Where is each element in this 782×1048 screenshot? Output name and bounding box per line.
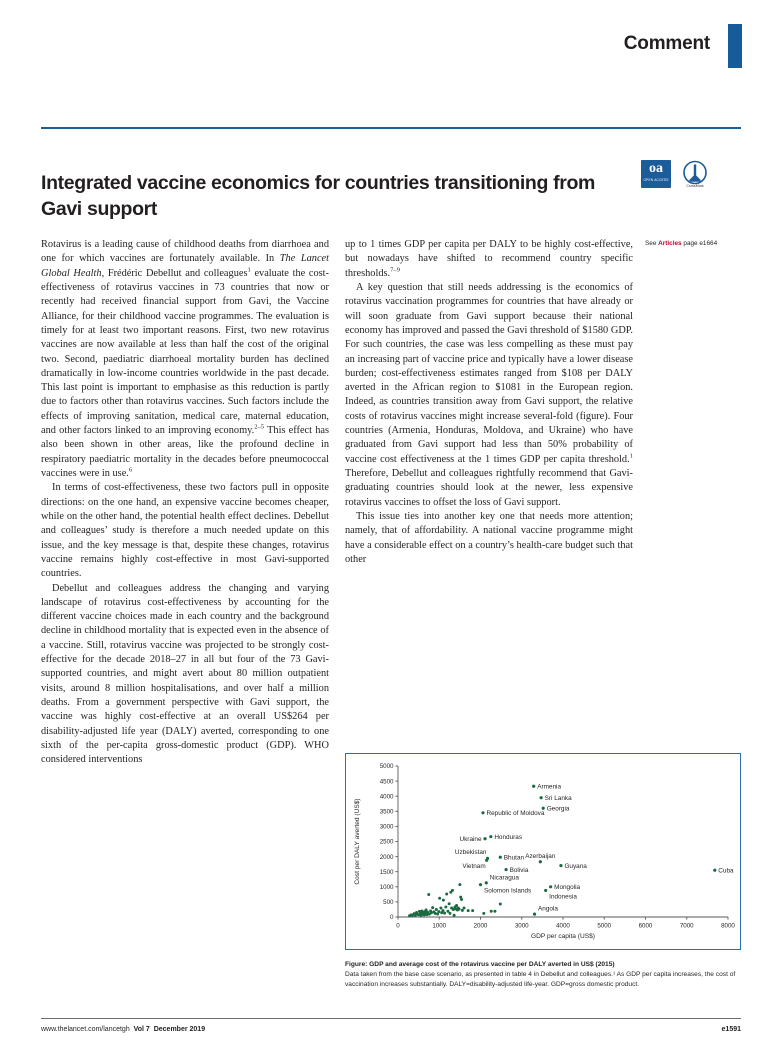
data-point-label: Bhutan [503,854,525,862]
crossmark-label: CrossMark [686,184,704,188]
data-point-label: Mongolia [554,884,581,891]
y-tick-label: 1000 [379,884,394,891]
masthead [0,0,782,112]
y-tick-label: 0 [390,914,394,922]
data-point [713,869,716,872]
data-point [431,906,434,909]
oa-badge-main-label: oa [649,161,663,176]
data-point [445,893,448,896]
x-tick-label: 7000 [679,922,694,930]
open-access-icon[interactable] [641,160,671,188]
data-point [448,912,451,915]
data-point [463,906,466,909]
data-point-label: Armenia [537,783,562,791]
y-tick-label: 3500 [379,808,394,816]
data-point [483,837,486,840]
data-point-label: Angola [538,905,558,913]
badge-group [641,160,713,190]
data-point [479,883,482,886]
footer-page-number: e1591 [721,1026,741,1033]
data-point [485,881,488,884]
data-point [453,914,456,917]
data-point-label: Solomon Islands [484,887,532,895]
y-tick-label: 5000 [379,763,394,771]
data-point [540,796,543,799]
data-point-label: Sri Lanka [544,794,572,802]
x-axis-label: GDP per capita (US$) [530,933,596,940]
crossmark-icon[interactable] [677,160,713,192]
data-point [451,889,454,892]
data-point [442,899,445,902]
data-point-label: Republic of Moldova [486,810,545,818]
data-point [532,785,535,788]
data-point [471,909,474,912]
see-articles-link[interactable]: Articles [658,240,682,247]
data-point [504,868,507,871]
footer-volume: Vol 7 [133,1026,150,1033]
data-point [539,860,542,863]
body-paragraph: up to 1 times GDP per capita per DALY to be highly cost-effective, but nowadays have shifted to recommend country specific thresholds.$^{7-9}$ [345,239,633,279]
data-point-label: Indonesia [549,893,577,901]
data-point-label: Azerbaijan [525,853,556,861]
data-point [533,913,536,916]
footer-url[interactable]: www.thelancet.com/lancetgh [41,1026,130,1033]
see-articles-note [645,239,755,248]
data-point-label: Georgia [546,805,570,813]
masthead-accent-bar [728,24,742,68]
see-articles-prefix: See [645,240,659,247]
data-point [435,908,438,911]
data-point [448,902,451,905]
x-tick-label: 1000 [432,922,447,930]
data-point-label: Ukraine [459,835,482,843]
y-tick-label: 1500 [379,868,394,876]
data-point [438,897,441,900]
data-point [443,912,446,915]
data-point [482,912,485,915]
data-point-label: Uzbekistan [454,848,487,856]
data-point [481,811,484,814]
data-point [485,859,488,862]
data-point [490,910,493,913]
footer-rule [41,1018,741,1019]
body-paragraph: This issue ties into another key one that needs more attention; namely, that of affordability. A national vaccine programme might have a considerable effect on a country’s health-care budget such that other [345,510,633,565]
body-paragraph: In terms of cost-effectiveness, these two factors pull in opposite directions: on the one hand, an expensive vaccine becomes cheaper, while on the other hand, the potential health effect declines. Debellut and colleagues’ study is therefore a much needed update on this issue, and the key message is that, despite these changes, rotavirus vaccine remains highly cost-effective in most Gavi-supported countries. [41,482,329,580]
y-tick-label: 2000 [379,853,394,861]
y-tick-label: 2500 [379,838,394,846]
x-tick-label: 2000 [473,922,488,930]
x-tick-label: 6000 [638,922,653,930]
x-tick-label: 3000 [514,922,529,930]
scatter-plot [346,754,742,951]
y-tick-label: 4500 [379,778,394,786]
data-point [499,903,502,906]
data-point [544,889,547,892]
data-point [427,893,430,896]
data-point-label: Guyana [564,862,587,870]
title-rule [41,127,741,129]
page-title: Integrated vaccine economics for countries transitioning from Gavi support [41,172,596,221]
data-point [499,856,502,859]
see-articles-suffix: page e1664 [681,240,718,247]
data-point-label: Cuba [718,867,734,875]
data-point [458,883,461,886]
y-axis-label: Cost per DALY averted (US$) [354,798,361,885]
x-tick-label: 0 [396,922,400,930]
data-point [493,910,496,913]
figure-caption-title: Figure: GDP and average cost of the rotavirus vaccine per DALY averted in US$ (2015) [345,961,615,968]
footer-left [41,1026,205,1033]
body-paragraph: Debellut and colleagues address the changing and varying landscape of rotavirus cost-effectiveness by accounting for the different vaccine choices made in each country and the background decline in childhood mortality that is expected even in the absence of a vaccine. Still, rotavirus vaccine was projected to be strongly cost-effective for the decade 2018–27 in all but four of the 73 Gavi-supported countries, and might avert about 80 million outpatient visits, around 8 million hospitalisations, and over half a million deaths. From a government perspective with Gavi support, the vaccine was highly cost-effective at an overall US$264 per disability-adjusted life year (DALY) averted, corresponding to one sixth of the per-capita gross-domestic product (GDP). WHO considered interventions [41,582,329,766]
data-point [458,908,461,911]
data-point-label: Nicaragua [489,874,519,882]
data-point [489,835,492,838]
figure-panel [345,753,741,950]
data-point [559,864,562,867]
body-paragraph: Rotavirus is a leading cause of childhood deaths from diarrhoea and one for which vaccines are fortunately available. In The Lancet Global Health, Frédéric Debellut and colleagues$^1$ evaluate the cost-effectiveness of rotavirus vaccines in 73 countries that now or recently had received financial support from Gavi, the Vaccine Alliance, for their childhood vaccine programmes. The evaluation is timely for at least two important reasons. First, two new rotavirus vaccines are now available at less than half the cost of the original two. Second, paediatric diarrhoeal mortality burden has declined dramatically in low-income countries worldwide in the past decade. This last point is important to emphasise as this reduction is partly due to factors other than rotavirus vaccines. Such factors include the effects of improving sanitation, medical care, maternal education, and other factors linked to an improving economy.$^{2-5}$ This effect has also been shown in other areas, like the profound decline in respiratory paediatric mortality in the decades before pneumococcal vaccines were in use.$^6$ [41,239,329,479]
x-tick-label: 5000 [597,922,612,930]
data-point [437,910,440,913]
y-tick-label: 4000 [379,793,394,801]
figure-caption [345,960,741,989]
data-point [460,898,463,901]
data-point [444,906,447,909]
data-point [549,885,552,888]
footer-date: December 2019 [153,1026,206,1033]
body-paragraph: A key question that still needs addressing is the economics of rotavirus vaccination programmes for countries that have already or will soon graduate from Gavi support because their national economy has improved and passed the Gavi threshold of $1580 GDP. For such countries, the case was less compelling as these must pay an increasing part of vaccine price and typically have a lower disease burden; cost-effectiveness estimates ranged from $108 per DALY averted in the African region to $1081 in the European region. Indeed, as countries transition away from Gavi support, the relative costs of rotavirus vaccines might increase several-fold (figure). Four countries (Armenia, Honduras, Moldova, and Ukraine) who have graduated from Gavi support had less than 50% probability of vaccine cost effectiveness at the 1 times GDP per capita threshold.$^1$ Therefore, Debellut and colleagues rightfully recommend that Gavi-graduating countries should look at the newer, less expensive rotavirus vaccines to offset the loss of Gavi support. [345,281,633,508]
data-point-label: Honduras [494,833,523,841]
data-point [467,909,470,912]
section-label: Comment [623,33,710,54]
x-tick-label: 4000 [556,922,570,930]
x-tick-label: 8000 [721,922,735,930]
figure-caption-body: Data taken from the base case scenario, as presented in table 4 in Debellut and colleagues.¹ As GDP per capita increases, the cost of vaccination increases substantially. DALY=disability-adjusted life-year. GDP=gross domestic product. [345,971,736,988]
body-column-right [345,238,633,567]
body-column-left [41,238,329,768]
y-tick-label: 3000 [379,823,394,831]
data-point-label: Vietnam [462,863,486,871]
data-point-label: Bolivia [509,866,529,874]
data-point [439,906,442,909]
oa-badge-sub-label: OPEN ACCESS [643,178,669,182]
y-tick-label: 500 [383,899,394,907]
